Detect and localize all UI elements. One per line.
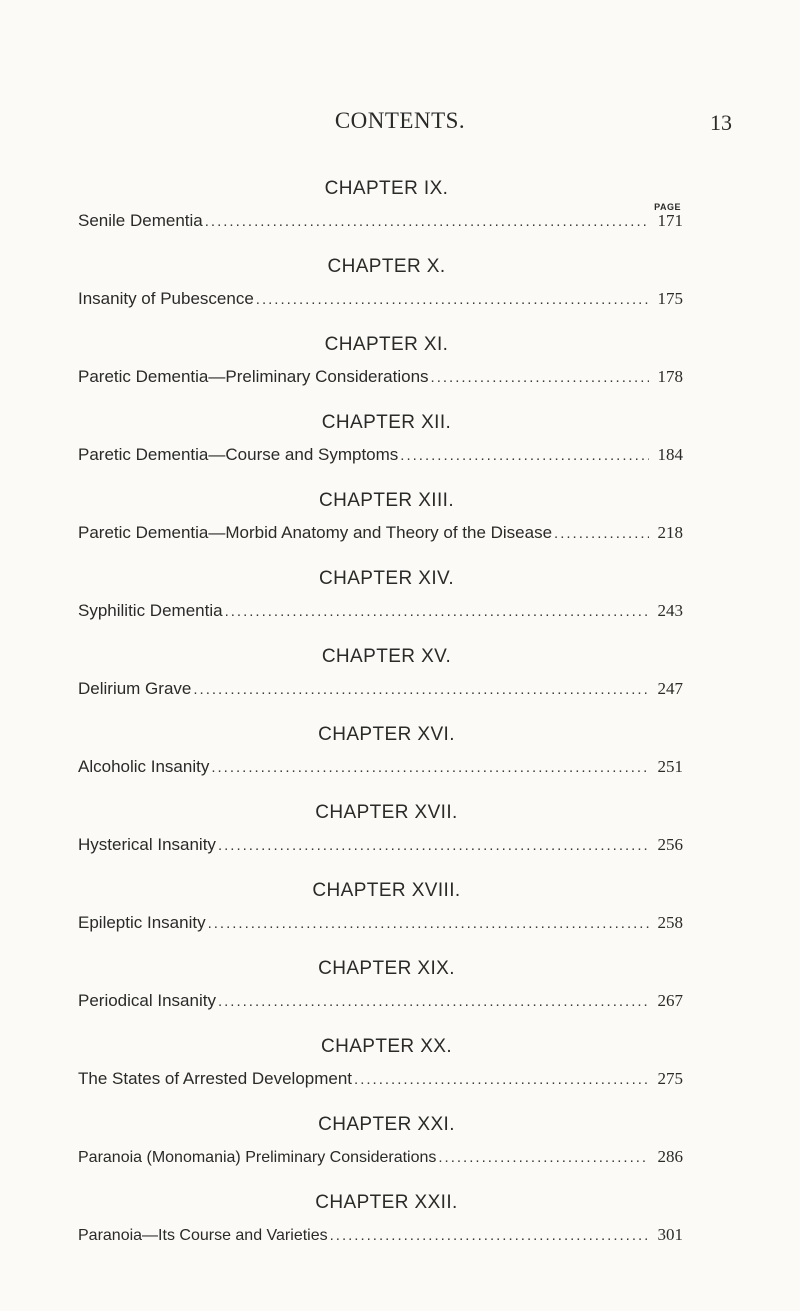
toc-entry[interactable] [78,910,683,936]
toc-entry[interactable] [78,286,683,312]
toc-entry[interactable] [78,520,683,546]
dot-leader [400,443,649,469]
chapter-heading: CHAPTER XV. [321,646,452,667]
entry-title: The States of Arrested Development [78,1069,353,1088]
dot-leader [438,1145,649,1171]
toc-chapter [78,331,683,409]
entry-page-number: 247 [657,679,683,698]
toc-chapter [78,487,683,565]
chapter-heading: CHAPTER XVIII. [312,880,461,901]
entry-page-number: 171 [657,211,683,230]
entry-page-number: 175 [657,289,683,308]
entry-title: Paretic Dementia—Preliminary Considerations [78,367,429,386]
chapter-heading: CHAPTER XX. [320,1036,453,1057]
entry-title: Insanity of Pubescence [78,289,254,308]
chapter-heading: CHAPTER XIII. [318,490,455,511]
entry-title: Periodical Insanity [78,991,216,1010]
entry-title: Paranoia—Its Course and Varieties [78,1227,328,1244]
toc-entry[interactable] [78,208,683,234]
dot-leader [208,911,649,937]
entry-title: Syphilitic Dementia [78,601,223,620]
toc-entry[interactable] [78,754,683,780]
entry-title: Delirium Grave [78,679,192,698]
toc-entry[interactable] [78,364,683,390]
entry-title: Hysterical Insanity [78,835,216,854]
toc-chapter [78,175,683,253]
dot-leader [256,287,649,313]
toc-entry[interactable] [78,1144,683,1170]
entry-page-number: 218 [657,523,683,542]
entry-title: Paranoia (Monomania) Preliminary Considerations [78,1149,437,1166]
toc-entry[interactable] [78,442,683,468]
entry-page-number: 178 [657,367,683,386]
chapter-heading: CHAPTER XI. [324,334,449,355]
chapter-heading: CHAPTER XIV. [318,568,455,589]
page-title: CONTENTS. [334,108,466,133]
toc-entry[interactable] [78,832,683,858]
toc-chapter [78,643,683,721]
page-column-label: PAGE [654,202,681,212]
dot-leader [211,755,649,781]
dot-leader [205,209,649,235]
toc-entry[interactable] [78,1066,683,1092]
entry-page-number: 243 [657,601,683,620]
toc-chapter [78,1033,683,1111]
dot-leader [225,599,649,625]
toc-entry[interactable] [78,676,683,702]
toc-entry[interactable] [78,988,683,1014]
chapter-heading: CHAPTER XXI. [318,1114,455,1135]
chapter-heading: CHAPTER XVII. [315,802,458,823]
toc-chapter [78,565,683,643]
entry-title: Paretic Dementia—Morbid Anatomy and Theory of the Disease [78,523,553,542]
toc-chapter [78,253,683,331]
toc-chapter [78,721,683,799]
toc-entry[interactable] [78,1222,683,1248]
toc-chapter [78,955,683,1033]
table-of-contents [78,175,683,1267]
dot-leader [193,677,649,703]
toc-chapter [78,1111,683,1189]
dot-leader [431,365,649,391]
entry-page-number: 256 [657,835,683,854]
chapter-heading: CHAPTER IX. [324,178,449,199]
entry-page-number: 251 [657,757,683,776]
entry-title: Alcoholic Insanity [78,757,210,776]
toc-chapter [78,409,683,487]
entry-page-number: 184 [657,445,683,464]
toc-entry[interactable] [78,598,683,624]
dot-leader [554,521,649,547]
entry-page-number: 267 [657,991,683,1010]
dot-leader [218,833,649,859]
toc-chapter [78,1189,683,1267]
chapter-heading: CHAPTER XXII. [315,1192,458,1213]
entry-page-number: 275 [657,1069,683,1088]
dot-leader [330,1223,649,1249]
page-number: 13 [710,110,732,135]
chapter-heading: CHAPTER X. [327,256,446,277]
toc-chapter [78,877,683,955]
dot-leader [218,989,649,1015]
running-head [0,108,800,142]
entry-title: Epileptic Insanity [78,913,206,932]
chapter-heading: CHAPTER XIX. [318,958,455,979]
toc-chapter [78,799,683,877]
chapter-heading: CHAPTER XII. [321,412,452,433]
dot-leader [354,1067,649,1093]
entry-page-number: 258 [657,913,683,932]
entry-page-number: 286 [657,1147,683,1166]
entry-page-number: 301 [657,1225,683,1244]
chapter-heading: CHAPTER XVI. [318,724,455,745]
entry-title: Paretic Dementia—Course and Symptoms [78,445,399,464]
entry-title: Senile Dementia [78,211,203,230]
